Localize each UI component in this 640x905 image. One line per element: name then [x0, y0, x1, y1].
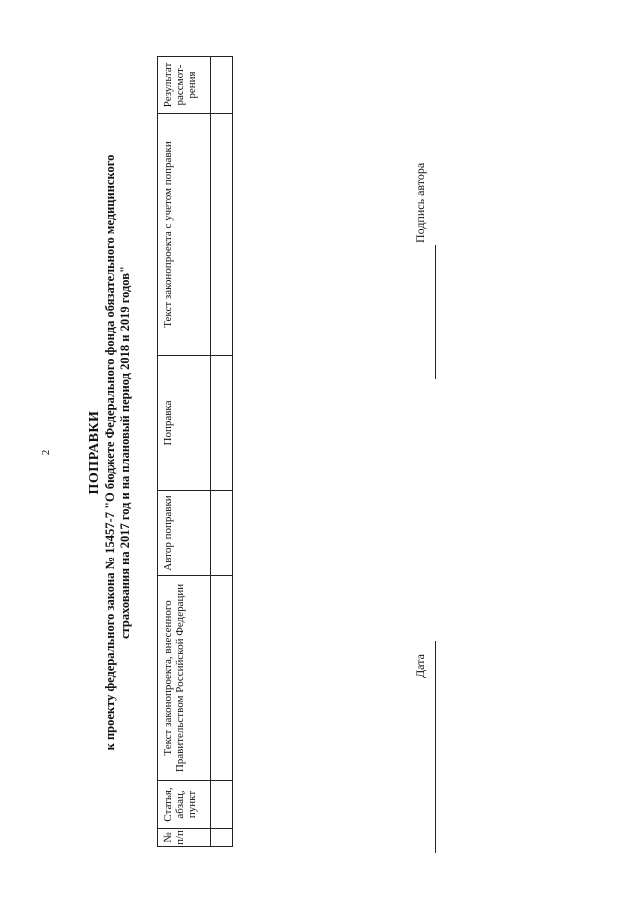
column-header-author: Автор поправки [158, 491, 211, 576]
column-header-result: Результат рассмот-рения [158, 57, 211, 114]
author-signature-label: Подпись автора [413, 162, 427, 243]
document-subtitle-line-2: страхования на 2017 год и на плановый период 2018 и 2019 годов" [118, 266, 132, 639]
date-label: Дата [413, 654, 427, 678]
signature-block [413, 0, 453, 905]
amendments-table [157, 56, 233, 847]
column-header-number: № п/п [158, 829, 211, 847]
table-cell [211, 114, 233, 356]
table-header-row [158, 57, 211, 847]
page-number: 2 [40, 449, 52, 456]
column-header-article: Статья, абзац, пункт [158, 781, 211, 829]
column-header-amended-text: Текст законопроекта с учетом поправки [158, 114, 211, 356]
table-cell [211, 781, 233, 829]
date-line [435, 641, 436, 853]
table-cell [211, 57, 233, 114]
column-header-original-text: Текст законопроекта, внесенного Правительством Российской Федерации [158, 576, 211, 781]
document-title: ПОПРАВКИ [87, 410, 102, 495]
table-cell [211, 356, 233, 491]
table-cell [211, 576, 233, 781]
table-cell [211, 829, 233, 847]
document-heading [87, 60, 133, 845]
table-cell [211, 491, 233, 576]
signature-line [435, 245, 436, 379]
column-header-amendment: Поправка [158, 356, 211, 491]
table-row [211, 57, 233, 847]
document-subtitle-line-1: к проекту федерального закона № 15457-7 "О бюджете Федерального фонда обязательного медицинского [103, 154, 117, 751]
